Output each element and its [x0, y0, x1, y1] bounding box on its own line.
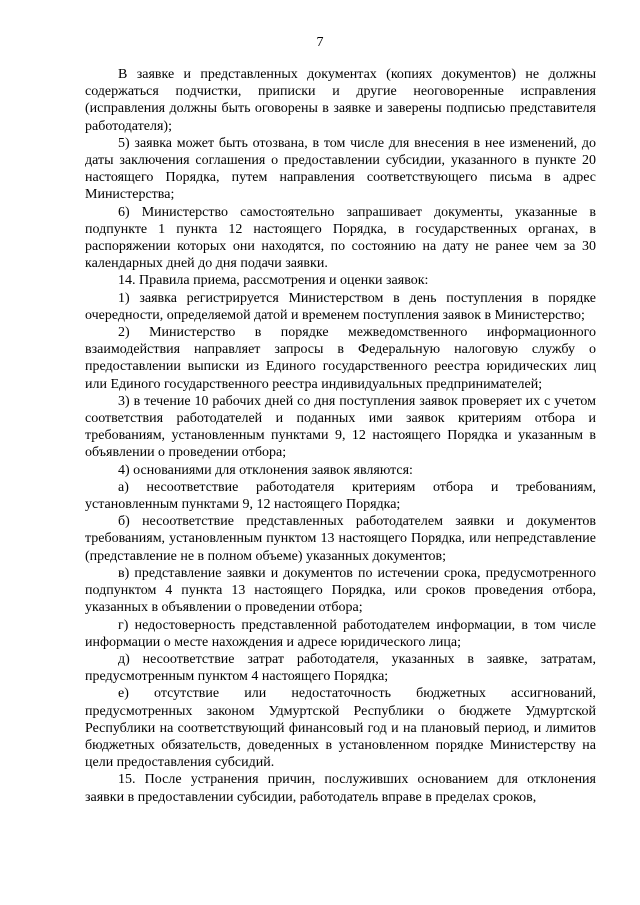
paragraph-subitem-d: д) несоответствие затрат работодателя, указанных в заявке, затратам, предусмотренным пунктом 4 настоящего Порядка;: [85, 651, 596, 685]
paragraph-14-item-4: 4) основаниями для отклонения заявок являются:: [118, 462, 413, 478]
paragraph-section-15: 15. После устранения причин, послуживших основанием для отклонения заявки в предоставлении субсидии, работодатель вправе в пределах сроков,: [85, 772, 596, 805]
paragraph-subitem-b: б) несоответствие представленных работодателем заявки и документов требованиям, установленным пунктом 13 настоящего Порядка, или непредставление (представление не в полном объеме) указанных документов;: [85, 514, 596, 564]
paragraph-14-item-3: 3) в течение 10 рабочих дней со дня поступления заявок проверяет их с учетом соответствия работодателей и поданных ими заявок критериям отбора и требованиям, установленным пунктами 9, 12 настоящего Порядка и указанным в объявлении о проведении отбора;: [85, 393, 596, 461]
paragraph-subitem-g: г) недостоверность представленной работодателем информации, в том числе информации о месте нахождения и адресе юридического лица;: [85, 617, 596, 650]
paragraph-corrections-rule: В заявке и представленных документах (копиях документов) не должны содержаться подчистки, приписки и другие неоговоренные исправления (исправления должны быть оговорены в заявке и заверены подписью представителя работодателя);: [85, 67, 596, 134]
page-number: 7: [316, 35, 324, 50]
paragraph-item-6-requests: 6) Министерство самостоятельно запрашивает документы, указанные в подпункте 1 пункта 12 настоящего Порядка, в государственных органах, в распоряжении которых они находятся, по состоянию на дату не ранее чем за 30 календарных дней до дня подачи заявки.: [85, 204, 596, 272]
paragraph-subitem-v: в) представление заявки и документов по истечении срока, предусмотренного подпунктом 4 пункта 13 настоящего Порядка, или сроков проведения отбора, указанных в объявлении о проведении отбора;: [85, 565, 596, 616]
paragraph-item-5-withdrawal: 5) заявка может быть отозвана, в том числе для внесения в нее изменений, до даты заключения соглашения о предоставлении субсидии, указанного в пункте 20 настоящего Порядка, путем направления соответствующего письма в адрес Министерства;: [85, 135, 596, 203]
paragraph-section-14-heading: 14. Правила приема, рассмотрения и оценки заявок:: [118, 273, 429, 289]
paragraph-14-item-2: 2) Министерство в порядке межведомственного информационного взаимодействия направляет запросы в Федеральную налоговую службу о предоставлении выписки из Единого государственного реестра юридических лиц или Единого государственного реестра индивидуальных предпринимателей;: [85, 325, 596, 392]
paragraph-subitem-e: е) отсутствие или недостаточность бюджетных ассигнований, предусмотренных законом Удмуртской Республики о бюджете Удмуртской Республики на соответствующий финансовый год и на плановый период, и лимитов бюджетных обязательств, доведенных в установленном порядке Министерству на цели предоставления субсидий.: [85, 686, 596, 771]
document-body: [85, 66, 596, 806]
paragraph-14-item-1: 1) заявка регистрируется Министерством в день поступления в порядке очередности, определяемой датой и временем поступления заявок в Министерство;: [85, 290, 596, 323]
paragraph-subitem-a: а) несоответствие работодателя критериям отбора и требованиям, установленным пунктами 9, 12 настоящего Порядка;: [85, 479, 596, 513]
